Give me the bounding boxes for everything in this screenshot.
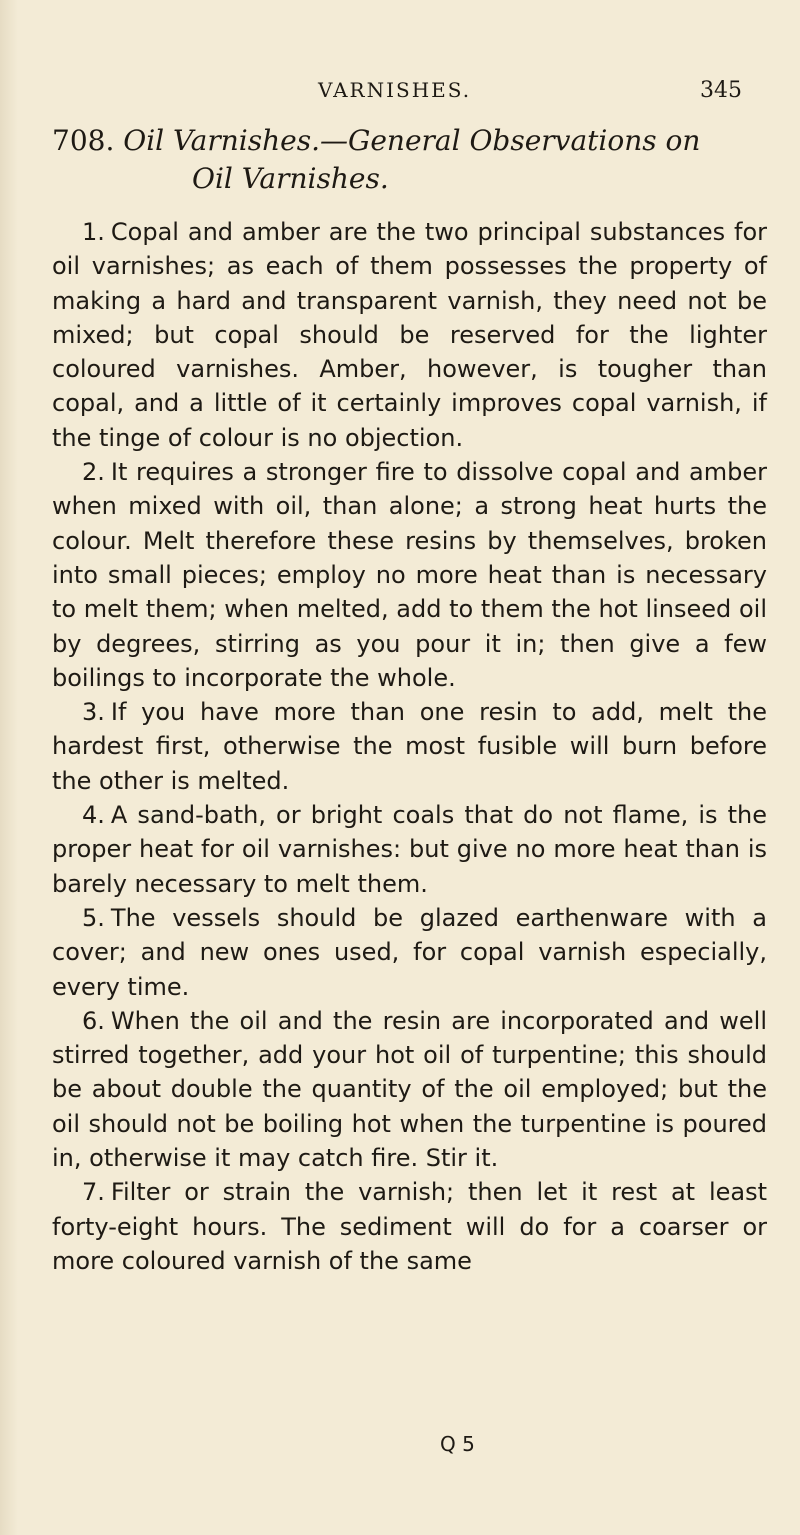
paragraph-number: 7.	[82, 1178, 105, 1207]
running-head	[0, 78, 800, 108]
paragraph-7	[52, 1175, 767, 1278]
paragraph-3	[52, 695, 767, 798]
section-title-line2: Oil Varnishes.	[192, 162, 389, 195]
signature-mark: Q 5	[440, 1432, 475, 1456]
paragraph-4	[52, 798, 767, 901]
paragraph-2	[52, 455, 767, 695]
paragraph-5	[52, 901, 767, 1004]
paragraph-text: If you have more than one resin to add, melt the hardest first, otherwise the most fusible will burn before the other is melted.	[52, 698, 767, 795]
running-title: VARNISHES.	[318, 78, 472, 102]
paragraph-text: When the oil and the resin are incorporated and well stirred together, add your hot oil of turpentine; this should be about double the quantity of the oil employed; but the oil should not be boiling hot when the turpentine is poured in, otherwise it may catch fire. Stir it.	[52, 1006, 767, 1173]
paragraph-6	[52, 1004, 767, 1175]
paragraph-text: It requires a stronger fire to dissolve copal and amber when mixed with oil, than alone; a strong heat hurts the colour. Melt therefore these resins by themselves, broken into small pieces; employ no more heat than is necessary to melt them; when melted, add to them the hot linseed oil by degrees, stirring as you pour it in; then give a few boilings to incorporate the whole.	[52, 458, 767, 692]
paragraph-number: 6.	[82, 1006, 105, 1035]
paragraph-number: 4.	[82, 801, 105, 830]
page-number: 345	[700, 78, 742, 103]
body-text	[52, 215, 767, 1278]
paragraph-number: 1.	[82, 218, 105, 246]
paragraph-1	[52, 215, 767, 455]
paragraph-text: Filter or strain the varnish; then let it rest at least forty-eight hours. The sediment will do for a coarser or more coloured varnish of the same	[52, 1178, 767, 1275]
paragraph-text: A sand-bath, or bright coals that do not flame, is the proper heat for oil varnishes: but give no more heat than is barely necessary to melt them.	[52, 801, 767, 898]
gutter-shadow	[0, 0, 18, 1535]
paragraph-number: 2.	[82, 458, 105, 487]
section-heading	[52, 122, 772, 160]
section-title-line1: Oil Varnishes.—General Observations on	[123, 124, 701, 157]
paragraph-number: 5.	[82, 903, 105, 932]
section-number: 708.	[52, 124, 115, 157]
paragraph-text: The vessels should be glazed earthenware with a cover; and new ones used, for copal varnish especially, every time.	[52, 903, 767, 1001]
paragraph-number: 3.	[82, 698, 105, 727]
paragraph-text: Copal and amber are the two principal substances for oil varnishes; as each of them possesses the property of making a hard and transparent varnish, they need not be mixed; but copal should be reserved for the lighter coloured varnishes. Amber, however, is tougher than copal, and a little of it certainly improves copal varnish, if the tinge of colour is no objection.	[52, 218, 767, 452]
